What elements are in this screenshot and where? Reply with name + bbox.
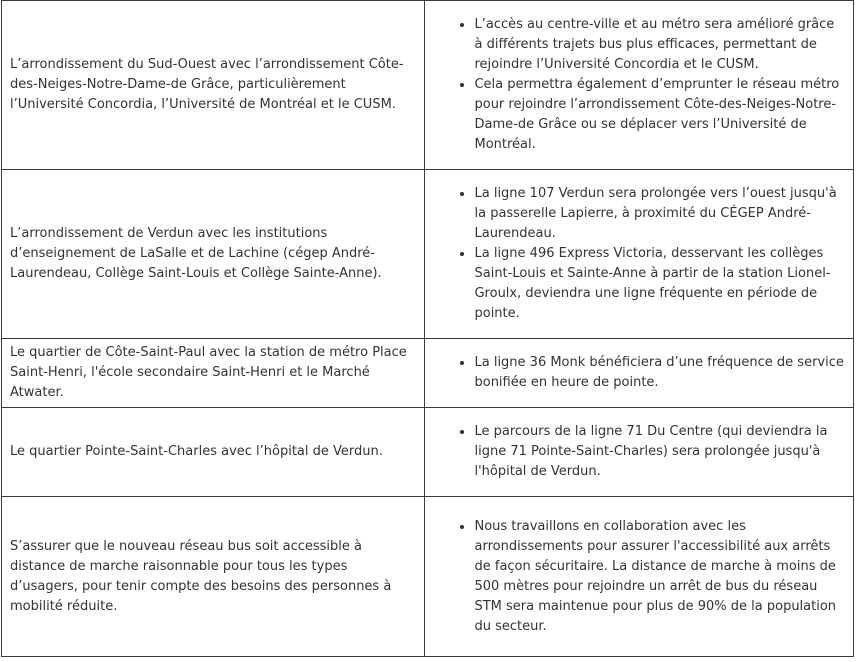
table-row bbox=[2, 170, 854, 339]
table-row bbox=[2, 497, 854, 657]
table-cell-details bbox=[425, 497, 854, 657]
table-cell-details bbox=[425, 339, 854, 408]
table-row bbox=[2, 408, 854, 497]
list-item: • Nous travaillons en collaboration avec les arrondissements pour assurer l'accessibilité aux arrêts de façon sécuritaire. La distance de marche à moins de 500 mètres pour rejoindre un arrêt de bus du réseau STM sera maintenue pour plus de 90% de la population du secteur. bbox=[474, 517, 845, 637]
list-item: • Cela permettra également d’emprunter le réseau métro pour rejoindre l’arrondissement Côte-des-Neiges-Notre-Dame-de Grâce ou se déplacer vers l’Université de Montréal. bbox=[474, 75, 845, 155]
table-cell-description: L’arrondissement du Sud-Ouest avec l’arrondissement Côte-des-Neiges-Notre-Dame-de Grâce, particulièrement l’Université Concordia, l’Université de Montréal et le CUSM. bbox=[2, 1, 425, 170]
list-item: • Le parcours de la ligne 71 Du Centre (qui deviendra la ligne 71 Pointe-Saint-Charles) sera prolongée jusqu'à l'hôpital de Verdun. bbox=[474, 422, 845, 482]
table-cell-details bbox=[425, 1, 854, 170]
list-item: • L’accès au centre-ville et au métro sera amélioré grâce à différents trajets bus plus efficaces, permettant de rejoindre l’Université Concordia et le CUSM. bbox=[474, 15, 845, 75]
table-row bbox=[2, 1, 854, 170]
bullet-list bbox=[433, 517, 845, 637]
content-table bbox=[1, 0, 854, 657]
table-row bbox=[2, 339, 854, 408]
bullet-list bbox=[433, 15, 845, 155]
table-cell-description: L’arrondissement de Verdun avec les institutions d’enseignement de LaSalle et de Lachine (cégep André-Laurendeau, Collège Saint-Louis et Collège Sainte-Anne). bbox=[2, 170, 425, 339]
bullet-list bbox=[433, 353, 845, 393]
list-item: • La ligne 107 Verdun sera prolongée vers l’ouest jusqu'à la passerelle Lapierre, à proximité du CÉGEP André-Laurendeau. bbox=[474, 184, 845, 244]
table-cell-details bbox=[425, 170, 854, 339]
table-cell-description: Le quartier de Côte-Saint-Paul avec la station de métro Place Saint-Henri, l'école secondaire Saint-Henri et le Marché Atwater. bbox=[2, 339, 425, 408]
bullet-list bbox=[433, 422, 845, 482]
bullet-list bbox=[433, 184, 845, 324]
table-cell-details bbox=[425, 408, 854, 497]
table-cell-description: Le quartier Pointe-Saint-Charles avec l’hôpital de Verdun. bbox=[2, 408, 425, 497]
list-item: • La ligne 496 Express Victoria, desservant les collèges Saint-Louis et Sainte-Anne à partir de la station Lionel-Groulx, deviendra une ligne fréquente en période de pointe. bbox=[474, 244, 845, 324]
list-item: • La ligne 36 Monk bénéficiera d’une fréquence de service bonifiée en heure de pointe. bbox=[474, 353, 845, 393]
table-cell-description: S’assurer que le nouveau réseau bus soit accessible à distance de marche raisonnable pour tous les types d’usagers, pour tenir compte des besoins des personnes à mobilité réduite. bbox=[2, 497, 425, 657]
